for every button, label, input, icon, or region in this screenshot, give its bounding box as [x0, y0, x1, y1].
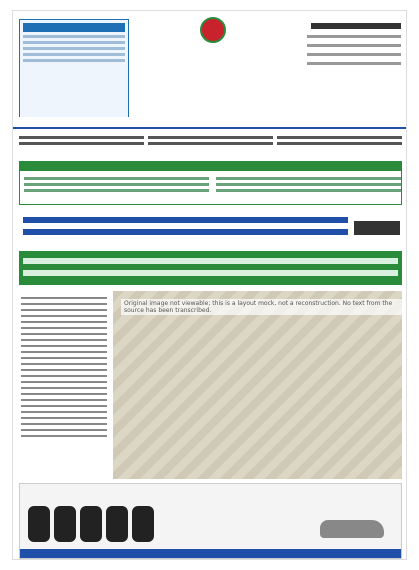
logo — [143, 17, 283, 112]
tyre-icon — [28, 506, 50, 542]
category-label — [354, 221, 400, 235]
contact-block — [19, 133, 144, 148]
masthead — [13, 11, 407, 129]
promo-box-left — [19, 19, 129, 119]
masthead-tagline — [13, 117, 407, 129]
issue-block — [148, 133, 273, 148]
logo-emblem-icon — [200, 17, 226, 43]
mock-notice: Original image not viewable; this is a layout mock, not a reconstruction. No text from the source has been transcribed. — [121, 299, 402, 315]
info-strip — [13, 131, 407, 157]
contents-heading — [20, 162, 401, 171]
article-column — [19, 291, 109, 479]
photo-placeholder — [113, 291, 402, 479]
advertisement[interactable] — [19, 483, 402, 559]
tyre-icon — [132, 506, 154, 542]
promo-left-heading-placeholder — [23, 23, 125, 32]
headline-secondary[interactable] — [19, 251, 402, 285]
tyre-icon — [54, 506, 76, 542]
front-page — [12, 10, 407, 560]
tyre-icon — [106, 506, 128, 542]
contents-box — [19, 161, 402, 205]
lead-photo[interactable] — [113, 291, 402, 479]
car-icon — [320, 520, 384, 538]
ad-dealer-list — [20, 549, 402, 558]
headline-primary[interactable] — [19, 211, 402, 245]
promo-box-right — [299, 21, 403, 117]
date-block — [277, 133, 402, 148]
tyre-icon — [80, 506, 102, 542]
